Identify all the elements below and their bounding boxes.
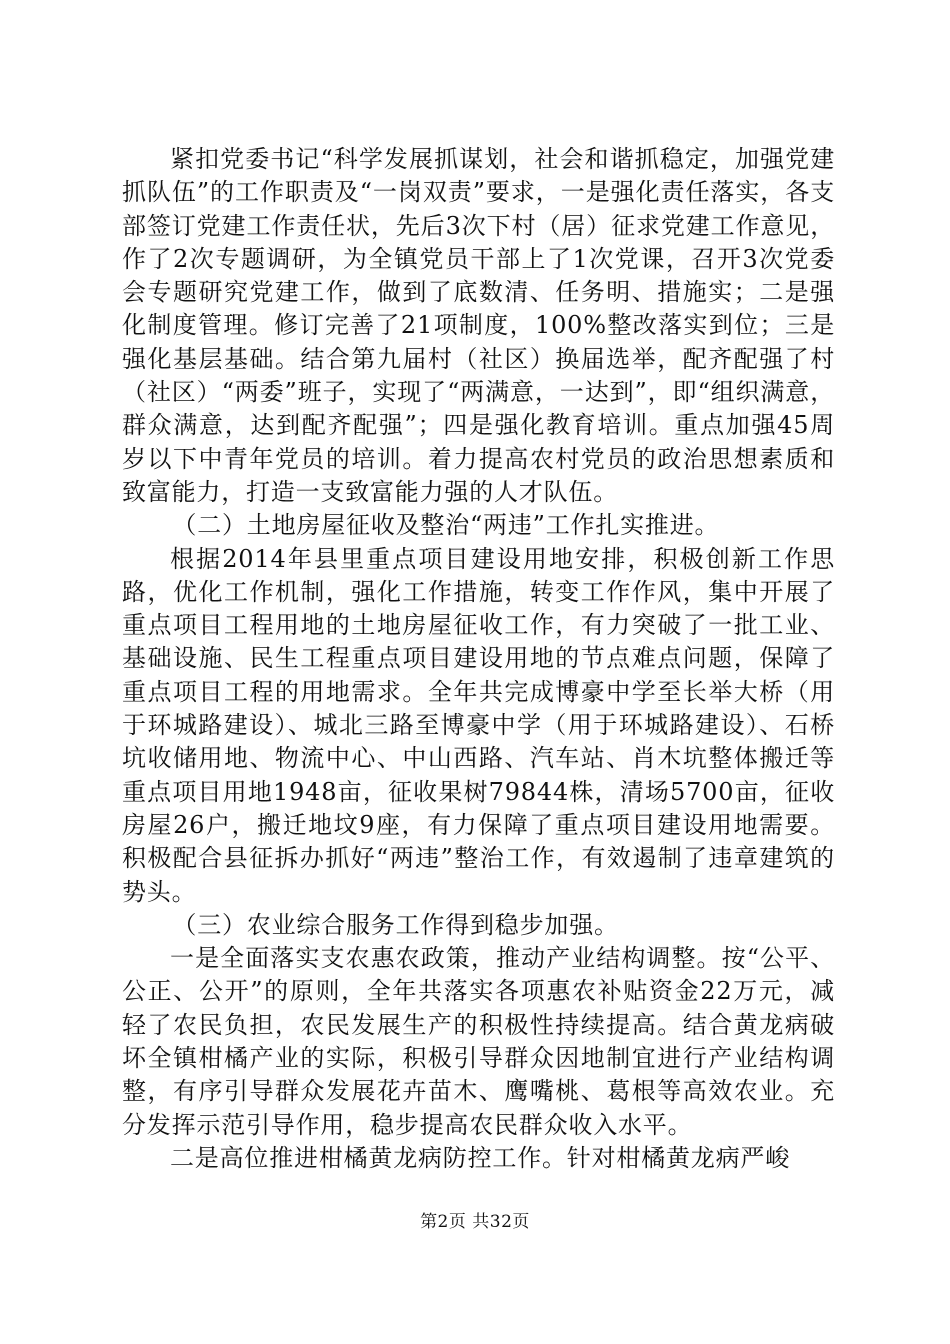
document-body [122, 143, 835, 1175]
section-heading-land-expropriation: （二）土地房屋征收及整治“两违”工作扎实推进。 [172, 511, 720, 540]
paragraph-citrus-disease: 二是高位推进柑橘黄龙病防控工作。针对柑橘黄龙病严峻 [170, 1143, 790, 1172]
page-footer: 第2页 共32页 [420, 1212, 530, 1232]
paragraph-agriculture-policy: 一是全面落实支农惠农政策，推动产业结构调整。按“公平、公正、公开”的原则，全年共落实各项惠农补贴资金22万元，减轻了农民负担，农民发展生产的积极性持续提高。结合黄龙病破坏全镇柑橘产业的实际，积极引导群众因地制宜进行产业结构调整，有序引导群众发展花卉苗木、鹰嘴桃、葛根等高效农业。充分发挥示范引导作用，稳步提高农民群众收入水平。 [122, 944, 835, 1139]
paragraph-party-building: 紧扣党委书记“科学发展抓谋划，社会和谐抓稳定，加强党建抓队伍”的工作职责及“一岗双责”要求，一是强化责任落实，各支部签订党建工作责任状，先后3次下村（居）征求党建工作意见，作了2次专题调研，为全镇党员干部上了1次党课，召开3次党委会专题研究党建工作，做到了底数清、任务明、措施实；二是强化制度管理。修订完善了21项制度，100%整改落实到位；三是强化基层基础。结合第九届村（社区）换届选举，配齐配强了村（社区）“两委”班子，实现了“两满意，一达到”，即“组织满意，群众满意，达到配齐配强”；四是强化教育培训。重点加强45周岁以下中青年党员的培训。着力提高农村党员的政治思想素质和致富能力，打造一支致富能力强的人才队伍。 [122, 145, 835, 506]
section-heading-agriculture: （三）农业综合服务工作得到稳步加强。 [172, 910, 619, 939]
paragraph-land-expropriation: 根据2014年县里重点项目建设用地安排，积极创新工作思路，优化工作机制，强化工作措施，转变工作作风，集中开展了重点项目工程用地的土地房屋征收工作，有力突破了一批工业、基础设施、民生工程重点项目建设用地的节点难点问题，保障了重点项目工程的用地需求。全年共完成博豪中学至长举大桥（用于环城路建设）、城北三路至博豪中学（用于环城路建设）、石桥坑收储用地、物流中心、中山西路、汽车站、肖木坑整体搬迁等重点项目用地1948亩，征收果树79844株，清场5700亩，征收房屋26户，搬迁地坟9座，有力保障了重点项目建设用地需要。积极配合县征拆办抓好“两违”整治工作，有效遏制了违章建筑的势头。 [122, 544, 835, 906]
